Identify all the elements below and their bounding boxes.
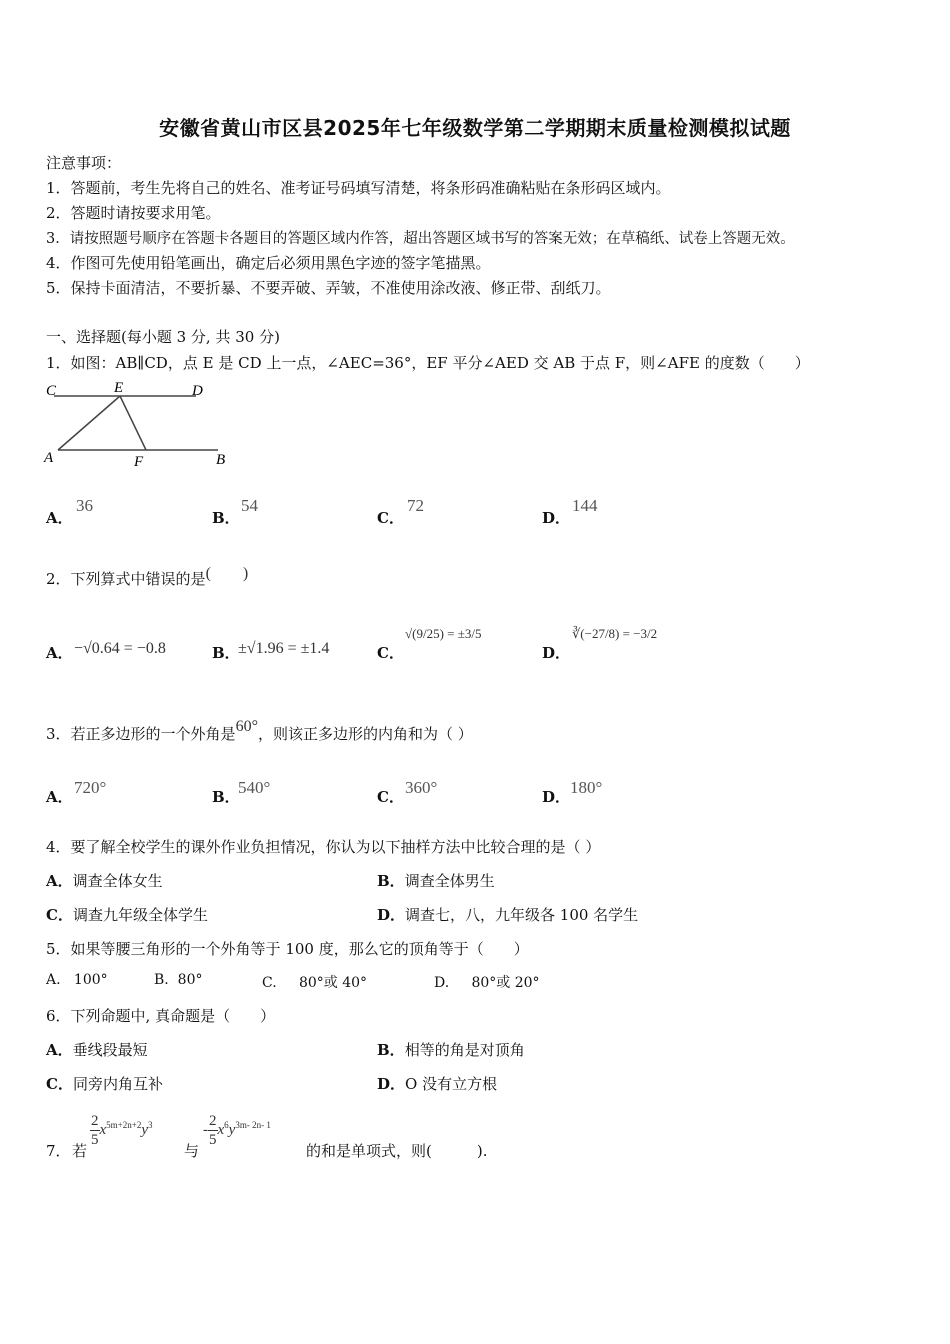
q6-stem: [46, 1005, 275, 1026]
label-c: C: [46, 383, 57, 399]
q4-number: 4．: [46, 838, 71, 856]
notice-item-1: 1．答题前，考生先将自己的姓名、准考证号码填写清楚，将条形码准确粘贴在条形码区域内。: [46, 179, 671, 197]
label-f: F: [134, 454, 144, 470]
q3-option-a[interactable]: A．: [46, 788, 73, 806]
q6-option-c[interactable]: C．同旁内角互补: [46, 1075, 163, 1093]
q6-number: 6．: [46, 1007, 71, 1025]
q1-option-a-value: 36: [76, 496, 93, 515]
q2-option-c-value: √(9/25) = ±3/5: [405, 626, 482, 641]
q2-option-a-value: −√0.64 = −0.8: [74, 640, 166, 657]
q1-option-d[interactable]: D．: [542, 509, 571, 527]
q5-option-a[interactable]: A. 100°: [46, 972, 108, 988]
q3-option-a-value: 720°: [74, 778, 107, 797]
line-ae: [58, 396, 120, 450]
notice-item-5: 5．保持卡面清洁，不要折暴、不要弄破、弄皱，不准使用涂改液、修正带、刮纸刀。: [46, 279, 611, 297]
q5-option-c[interactable]: C. 80°或 40°: [262, 975, 368, 991]
q4-text: 要了解全校学生的课外作业负担情况，你认为以下抽样方法中比较合理的是（ ）: [70, 838, 601, 856]
q2-option-b-value: ±√1.96 = ±1.4: [238, 640, 330, 657]
q7-text-a: 若: [72, 1142, 88, 1160]
q1-option-a[interactable]: A．: [46, 509, 73, 527]
q1-option-b-value: 54: [241, 496, 258, 515]
q3-text-b: ，则该正多边形的内角和为（ ）: [257, 725, 473, 743]
q7-number: 7．: [46, 1142, 71, 1160]
q3-option-c[interactable]: C．: [377, 788, 404, 806]
q2-option-b[interactable]: B．: [212, 644, 240, 662]
q3-stem: [46, 718, 473, 744]
q3-number: 3．: [46, 725, 71, 743]
q4-option-b[interactable]: B．调查全体男生: [377, 872, 495, 890]
q4-stem: [46, 836, 600, 857]
label-d: D: [192, 383, 203, 399]
q2-option-c[interactable]: C．: [377, 644, 404, 662]
q7-term2: - $\frac{2}{5}$ $x^6y^{3m- 2n- 1}$: [203, 1113, 271, 1148]
q1-text: 如图：AB∥CD，点 E 是 CD 上一点，∠AEC=36°，EF 平分∠AED 交 AB 于点 F，则∠AFE 的度数（ ）: [70, 354, 810, 372]
q4-option-a[interactable]: A．调查全体女生: [46, 872, 163, 890]
q1-stem: [46, 352, 810, 373]
notice-item-2: 2．答题时请按要求用笔。: [46, 204, 221, 222]
q1-number: 1．: [46, 354, 71, 372]
q2-text: 下列算式中错误的是: [70, 570, 206, 588]
q5-option-d[interactable]: D. 80°或 20°: [434, 975, 540, 991]
q5-option-b[interactable]: B. 80°: [154, 972, 203, 988]
q3-option-d[interactable]: D．: [542, 788, 571, 806]
section-heading: 一、选择题(每小题 3 分, 共 30 分): [46, 328, 280, 346]
line-ef: [120, 396, 146, 450]
q7-term1: $\frac{2}{5}$ $x^{5m+2n+2}y^3$: [91, 1113, 153, 1148]
notice-item-4: 4．作图可先使用铅笔画出，确定后必须用黑色字迹的签字笔描黑。: [46, 254, 491, 272]
q5-text: 如果等腰三角形的一个外角等于 100 度，那么它的顶角等于（ ）: [70, 940, 529, 958]
q1-figure: [40, 378, 240, 473]
q3-option-b[interactable]: B．: [212, 788, 240, 806]
q7-text-b: 与: [184, 1142, 200, 1160]
q6-option-a[interactable]: A．垂线段最短: [46, 1041, 148, 1059]
q1-option-c[interactable]: C．: [377, 509, 404, 527]
q5-number: 5．: [46, 940, 71, 958]
label-a: A: [44, 450, 54, 466]
q1-option-b[interactable]: B．: [212, 509, 240, 527]
q3-option-d-value: 180°: [570, 778, 603, 797]
q5-stem: [46, 938, 529, 959]
page-title: 安徽省黄山市区县2025年七年级数学第二学期期末质量检测模拟试题: [159, 116, 791, 140]
q6-option-b[interactable]: B．相等的角是对顶角: [377, 1041, 525, 1059]
q2-option-d[interactable]: D．: [542, 644, 571, 662]
q1-option-d-value: 144: [572, 496, 598, 515]
q2-stem: [46, 566, 248, 589]
q4-option-d[interactable]: D．调查七，八，九年级各 100 名学生: [377, 906, 639, 924]
q2-option-d-value: ∛(−27/8) = −3/2: [572, 626, 658, 641]
q3-text-a: 若正多边形的一个外角是: [70, 725, 236, 743]
q3-angle: 60°: [235, 718, 258, 735]
q1-option-c-value: 72: [407, 496, 424, 515]
q2-number: 2．: [46, 570, 71, 588]
q6-text: 下列命题中, 真命题是（ ）: [70, 1007, 276, 1025]
q7-text-c: 的和是单项式，则( ).: [306, 1142, 488, 1160]
notice-heading: 注意事项：: [46, 154, 122, 172]
q2-option-a[interactable]: A．: [46, 644, 73, 662]
q3-option-c-value: 360°: [405, 778, 438, 797]
notice-item-3: 3．请按照题号顺序在答题卡各题目的答题区域内作答，超出答题区域书写的答案无效；在草稿纸、试卷上答题无效。: [46, 231, 795, 247]
q6-option-d[interactable]: D．O 没有立方根: [377, 1075, 498, 1093]
label-b: B: [216, 452, 226, 468]
label-e: E: [114, 380, 124, 396]
q4-option-c[interactable]: C．调查九年级全体学生: [46, 906, 208, 924]
q3-option-b-value: 540°: [238, 778, 271, 797]
q2-paren: ( ): [205, 565, 249, 582]
